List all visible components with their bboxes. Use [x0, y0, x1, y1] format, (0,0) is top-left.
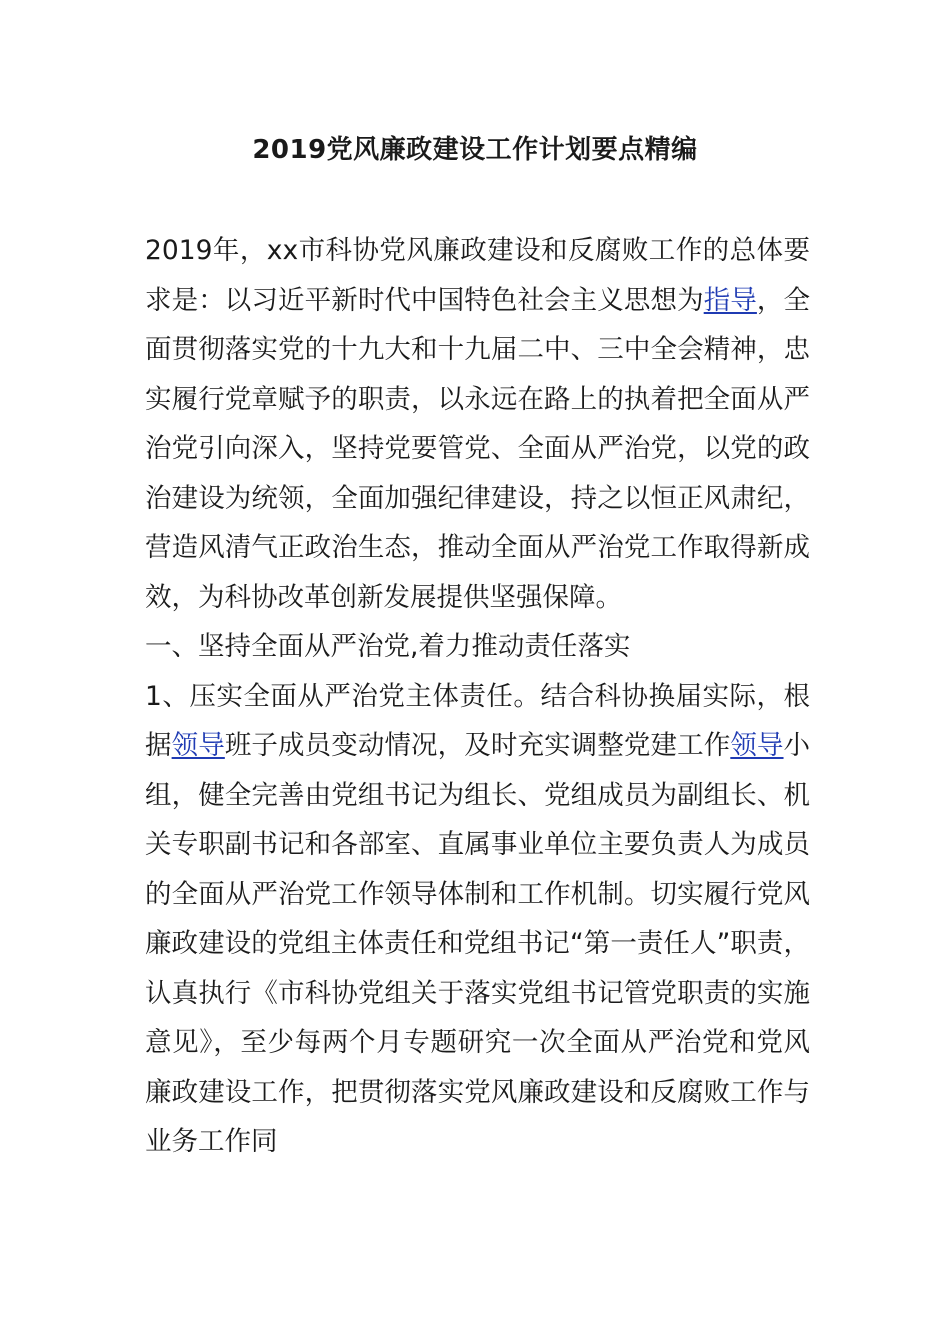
paragraph-text: 班子成员变动情况，及时充实调整党建工作 — [224, 730, 731, 761]
paragraph-text: 2019年，xx市科协党风廉政建设和反腐败工作的总体要求是：以习近平新时代中国特色社会主义思想为 — [145, 235, 810, 316]
paragraph-text: 1、压实全面从严治党主体责任。结合科协换届实际，根据 — [145, 680, 810, 761]
paragraph-text: ，全面贯彻落实党的十九大和十九届二中、三中全会精神，忠实履行党章赋予的职责，以永远在路上的执着把全面从严治党引向深入，坚持党要管党、全面从严治党，以党的政治建设为统领，全面加强纪律建设，持之以恒正风肃纪，营造风清气正政治生态，推动全面从严治党工作取得新成效，为科协改革创新发展提供坚强保障。 — [145, 284, 811, 613]
paragraph-item-1 — [145, 672, 810, 1167]
paragraph-text: 小组，健全完善由党组书记为组长、党组成员为副组长、机关专职副书记和各部室、直属事业单位主要负责人为成员的全面从严治党工作领导体制和工作机制。切实履行党风廉政建设的党组主体责任和党组书记“第一责任人”职责，认真执行《市科协党组关于落实党组书记管党职责的实施意见》，至少每两个月专题研究一次全面从严治党和党风廉政建设工作，把贯彻落实党风廉政建设和反腐败工作与业务工作同 — [145, 730, 811, 1157]
document-body — [145, 226, 810, 1167]
section-heading-1: 一、坚持全面从严治党,着力推动责任落实 — [145, 631, 631, 662]
link-guidance[interactable]: 指导 — [703, 284, 757, 316]
paragraph-intro — [145, 226, 810, 622]
link-leadership[interactable]: 领导 — [171, 730, 225, 761]
link-leadership[interactable]: 领导 — [730, 730, 784, 761]
document-title: 2019党风廉政建设工作计划要点精编 — [252, 135, 698, 165]
